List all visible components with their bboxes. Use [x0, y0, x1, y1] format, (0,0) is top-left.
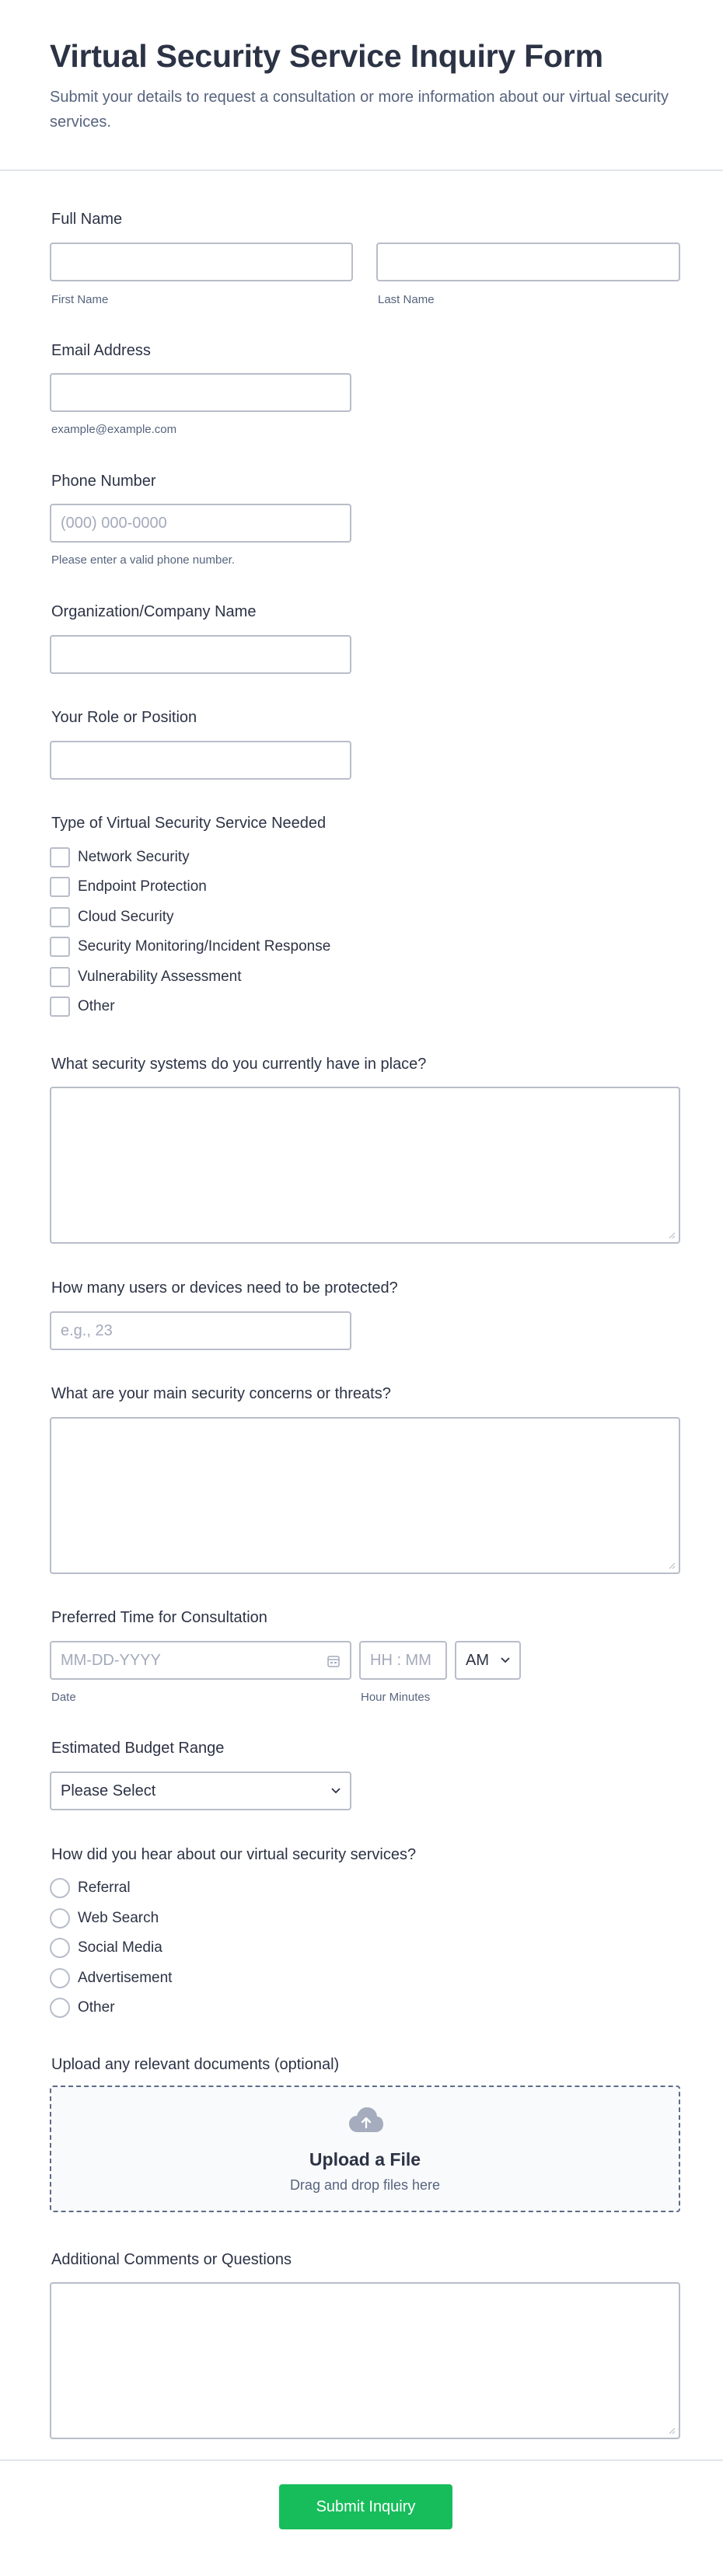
resize-grip-icon[interactable] — [668, 1562, 676, 1569]
service-option-monitoring[interactable] — [50, 936, 330, 958]
option-label: Vulnerability Assessment — [78, 969, 242, 985]
upload-label: Upload any relevant documents (optional) — [51, 2056, 340, 2073]
option-label: Endpoint Protection — [78, 878, 207, 895]
email-sublabel: example@example.com — [51, 423, 177, 436]
email-input[interactable] — [50, 373, 351, 412]
first-name-sublabel: First Name — [51, 293, 109, 306]
option-label: Advertisement — [78, 1970, 173, 1986]
checkbox[interactable] — [50, 997, 70, 1017]
referral-option-other[interactable] — [50, 1997, 115, 2019]
date-sublabel: Date — [51, 1691, 76, 1704]
budget-label: Estimated Budget Range — [51, 1740, 225, 1757]
phone-sublabel: Please enter a valid phone number. — [51, 553, 235, 567]
role-input[interactable] — [50, 741, 351, 780]
checkbox[interactable] — [50, 847, 70, 867]
first-name-input[interactable] — [50, 243, 353, 281]
radio-button[interactable] — [50, 1998, 70, 2018]
referral-label: How did you hear about our virtual security services? — [51, 1846, 417, 1863]
budget-select[interactable] — [50, 1771, 351, 1810]
radio-button[interactable] — [50, 1938, 70, 1958]
radio-button[interactable] — [50, 1968, 70, 1988]
resize-grip-icon[interactable] — [668, 2427, 676, 2435]
checkbox[interactable] — [50, 907, 70, 927]
referral-option-advertisement[interactable] — [50, 1967, 172, 1989]
users-devices-label: How many users or devices need to be protected? — [51, 1279, 398, 1297]
cloud-upload-icon — [348, 2106, 384, 2135]
referral-option-referral[interactable] — [50, 1877, 131, 1899]
checkbox[interactable] — [50, 877, 70, 897]
concerns-textarea[interactable] — [50, 1417, 680, 1574]
checkbox[interactable] — [50, 967, 70, 987]
service-type-label: Type of Virtual Security Service Needed — [51, 815, 327, 832]
option-label: Network Security — [78, 849, 190, 865]
users-devices-input[interactable] — [50, 1311, 351, 1350]
submit-button[interactable]: Submit Inquiry — [279, 2484, 452, 2529]
radio-button[interactable] — [50, 1908, 70, 1929]
service-option-cloud-security[interactable] — [50, 906, 174, 928]
service-option-network-security[interactable] — [50, 846, 190, 868]
concerns-label: What are your main security concerns or threats? — [51, 1385, 391, 1402]
option-label: Social Media — [78, 1939, 162, 1956]
last-name-sublabel: Last Name — [378, 293, 435, 306]
option-label: Cloud Security — [78, 909, 174, 925]
checkbox[interactable] — [50, 937, 70, 957]
consultation-time-label: Preferred Time for Consultation — [51, 1609, 267, 1626]
time-sublabel: Hour Minutes — [361, 1691, 431, 1704]
resize-grip-icon[interactable] — [668, 1231, 676, 1239]
time-input[interactable] — [359, 1641, 447, 1680]
page-title: Virtual Security Service Inquiry Form — [50, 38, 603, 74]
chevron-down-icon — [331, 1788, 341, 1794]
role-label: Your Role or Position — [51, 709, 197, 726]
upload-hint: Drag and drop files here — [289, 2177, 441, 2193]
option-label: Other — [78, 998, 115, 1014]
option-label: Referral — [78, 1880, 131, 1896]
upload-title: Upload a File — [309, 2149, 421, 2169]
ampm-select[interactable] — [455, 1641, 521, 1680]
date-input[interactable] — [50, 1641, 351, 1680]
current-systems-textarea[interactable] — [50, 1087, 680, 1244]
option-label: Web Search — [78, 1910, 159, 1926]
form-header — [0, 0, 723, 171]
service-option-other[interactable] — [50, 996, 115, 1017]
option-label: Other — [78, 1999, 115, 2016]
full-name-label: Full Name — [51, 211, 123, 228]
phone-input[interactable] — [50, 504, 351, 543]
date-placeholder: MM-DD-YYYY — [61, 1652, 161, 1669]
budget-value: Please Select — [61, 1782, 156, 1799]
option-label: Security Monitoring/Incident Response — [78, 938, 331, 955]
last-name-input[interactable] — [376, 243, 680, 281]
service-option-endpoint-protection[interactable] — [50, 876, 207, 898]
file-upload-dropzone[interactable] — [50, 2086, 680, 2212]
ampm-value: AM — [466, 1651, 489, 1669]
calendar-icon[interactable] — [327, 1654, 341, 1668]
email-label: Email Address — [51, 342, 151, 359]
current-systems-label: What security systems do you currently have in place? — [51, 1056, 427, 1073]
chevron-down-icon — [501, 1657, 510, 1663]
referral-option-social-media[interactable] — [50, 1937, 162, 1959]
page-subtitle: Submit your details to request a consultation or more information about our virtual security services. — [50, 89, 669, 131]
radio-button[interactable] — [50, 1878, 70, 1898]
comments-label: Additional Comments or Questions — [51, 2251, 292, 2268]
comments-textarea[interactable] — [50, 2282, 680, 2439]
organization-input[interactable] — [50, 635, 351, 674]
phone-label: Phone Number — [51, 473, 156, 490]
referral-option-web-search[interactable] — [50, 1908, 159, 1929]
time-placeholder: HH : MM — [370, 1652, 431, 1669]
organization-label: Organization/Company Name — [51, 603, 257, 620]
service-option-vulnerability[interactable] — [50, 966, 242, 988]
